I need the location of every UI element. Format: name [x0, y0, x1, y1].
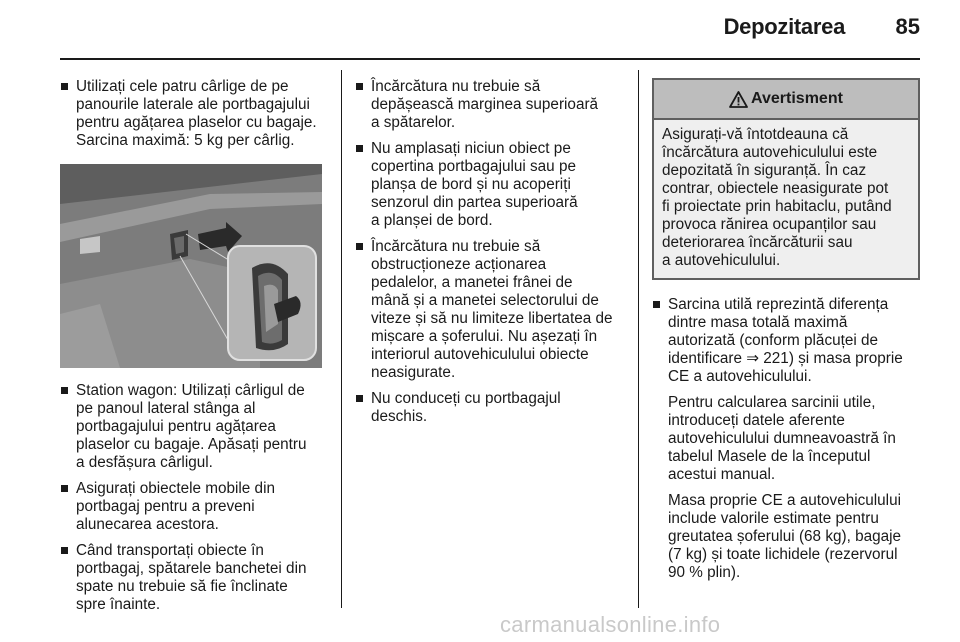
page-title: Depozitarea: [723, 14, 845, 39]
watermark: carmanualsonline.info: [500, 612, 721, 637]
hook-illustration-icon: [60, 164, 322, 368]
warning-box: [652, 78, 920, 280]
list-item-text: Când transportați obiecte în portbagaj, spătarele banchetei din spate nu trebuie să fie înclinate spre înainte.: [76, 542, 307, 613]
list-item: [60, 78, 328, 150]
bullet-marker: [653, 301, 660, 308]
list-item-text: Încărcătura nu trebuie să obstrucționeze acționarea pedalelor, a manetei frânei de mână și a manetei selectorului de viteze și să nu limiteze libertatea de mișcare a șoferului. Nu așezați în interiorul autovehiculului obiecte neasigurate.: [371, 238, 613, 381]
bullet-marker: [61, 387, 68, 394]
list-item: [355, 238, 625, 382]
list-item: [355, 78, 625, 132]
list-item: [652, 296, 920, 386]
column-3: [652, 78, 920, 582]
bullet-marker: [356, 395, 363, 402]
warning-triangle-icon: [729, 91, 748, 108]
bullet-marker: [61, 83, 68, 90]
warning-title: Avertisment: [751, 90, 843, 107]
column-2: [355, 78, 625, 434]
header-divider: [60, 58, 920, 60]
column-divider-2: [638, 70, 639, 608]
list-item-text: Încărcătura nu trebuie să depășească marginea superioară a spătarelor.: [371, 78, 599, 131]
paragraph: Pentru calcularea sarcinii utile, introduceți datele aferente autovehiculului dumneavoastră în tabelul Masele de la începutul acestui manual.: [668, 394, 896, 483]
warning-header: [654, 80, 918, 120]
list-item: [355, 140, 625, 230]
luggage-hook-illustration: [60, 164, 322, 368]
bullet-marker: [356, 145, 363, 152]
paragraph: Masa proprie CE a autovehiculului include valorile estimate pentru greutatea șoferului (68 kg), bagaje (7 kg) și toate lichidele (rezervorul 90 % plin).: [668, 492, 902, 581]
bullet-marker: [61, 547, 68, 554]
list-item: [60, 480, 328, 534]
list-item-text: Asigurați obiectele mobile din portbagaj pentru a preveni alunecarea acestora.: [76, 480, 275, 533]
list-item: [355, 390, 625, 426]
bullet-marker: [356, 243, 363, 250]
bullet-marker: [356, 83, 363, 90]
list-item-text: Nu conduceți cu portbagajul deschis.: [371, 390, 561, 425]
list-item-text: Utilizați cele patru cârlige de pe panourile laterale ale portbagajului pentru agățarea plaselor cu bagaje. Sarcina maximă: 5 kg per cârlig.: [76, 78, 317, 149]
list-item-text: Sarcina utilă reprezintă diferența dintre masa totală maximă autorizată (conform plăcuței de identificare ⇒ 221) și masa proprie CE a autovehiculului.: [668, 296, 903, 385]
list-item: [60, 382, 328, 472]
column-divider-1: [341, 70, 342, 608]
column-1: [60, 78, 328, 622]
warning-text: Asigurați-vă întotdeauna că încărcătura autovehiculului este depozitată în siguranță. În caz contrar, obiectele neasigurate pot fi proiectate prin habitaclu, putând provoca rănirea ocupanților sau deteriorarea încărcăturii sau a autovehiculului.: [662, 126, 892, 269]
bullet-marker: [61, 485, 68, 492]
list-item-text: Station wagon: Utilizați cârligul de pe panoul lateral stânga al portbagajului pentru agățarea plaselor cu bagaje. Apăsați pentru a desfășura cârligul.: [76, 382, 307, 471]
list-item-text: Nu amplasați niciun obiect pe copertina portbagajului sau pe planșa de bord și nu acoperiți senzorul din partea superioară a planșei de bord.: [371, 140, 578, 229]
page-number: 85: [895, 14, 920, 39]
list-item: [60, 542, 328, 614]
